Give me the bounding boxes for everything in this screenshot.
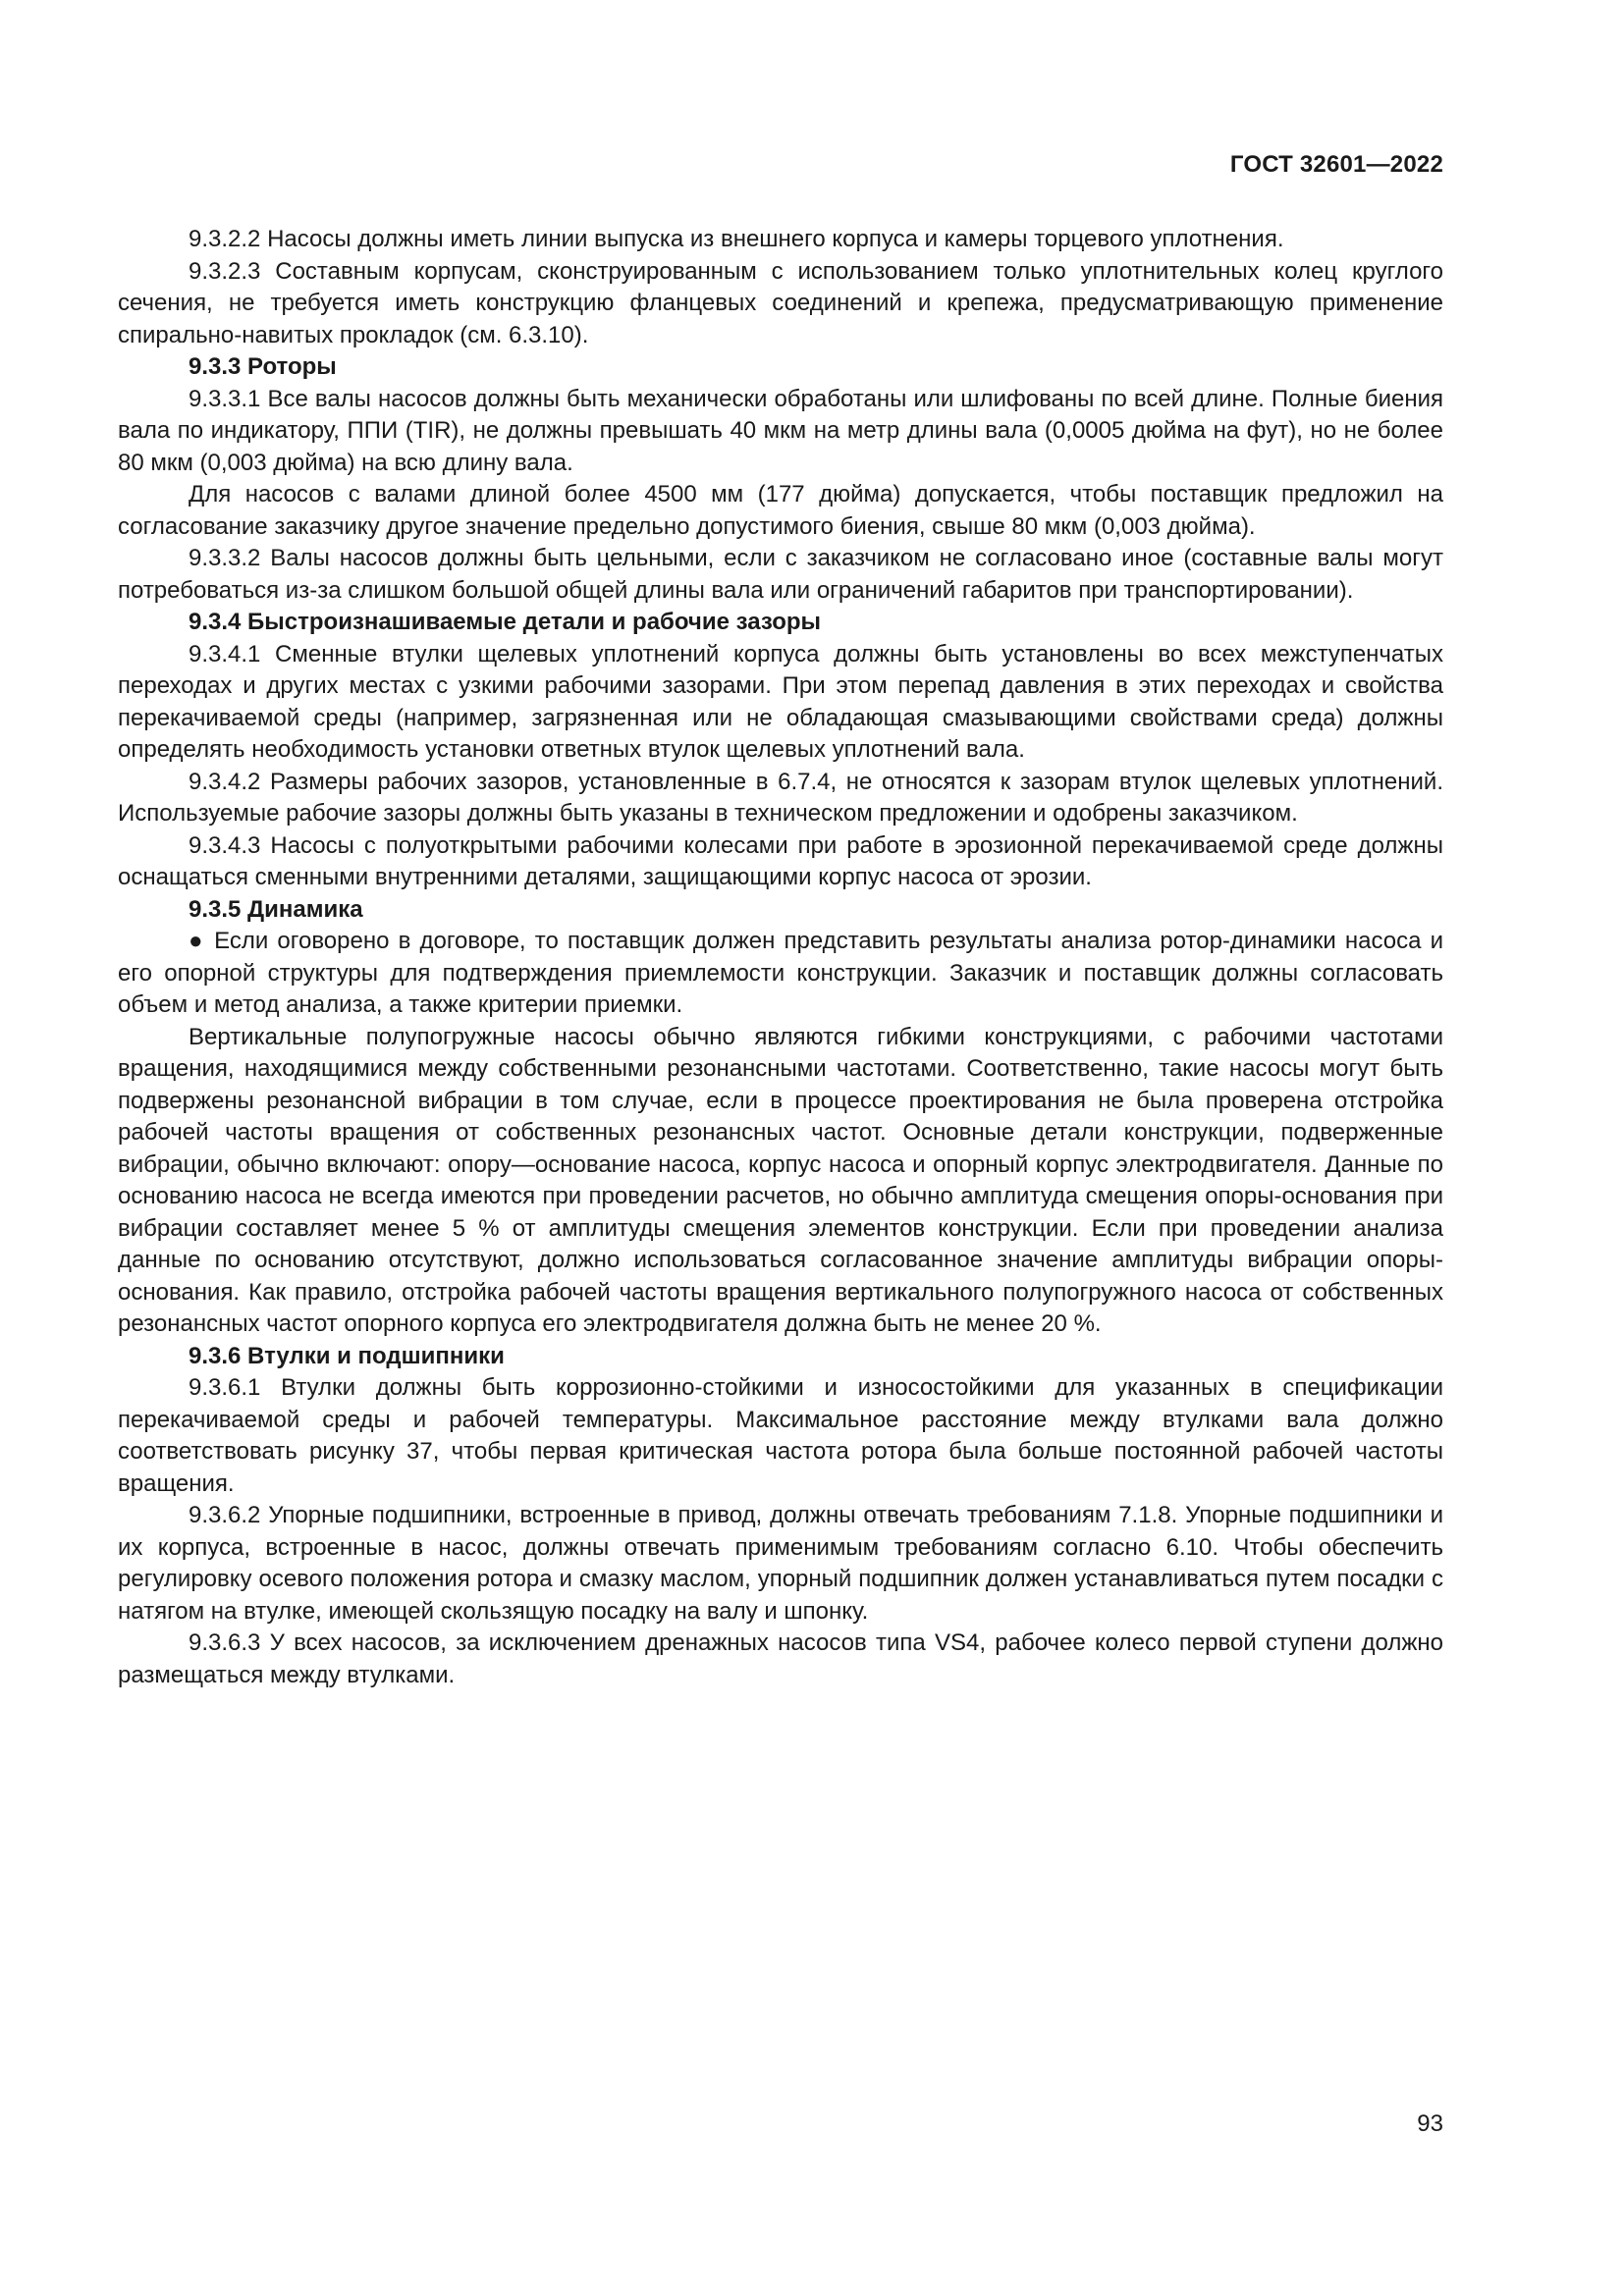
paragraph-9-3-2-3: 9.3.2.3 Составным корпусам, сконструированным с использованием только уплотнительных колец круглого сечения, не требуется иметь конструкцию фланцевых соединений и крепежа, предусматривающую применение спирально-навитых прокладок (см. 6.3.10). — [118, 257, 1443, 348]
section-heading-rotors: 9.3.3 Роторы — [189, 353, 337, 380]
paragraph-9-3-2-2: 9.3.2.2 Насосы должны иметь линии выпуска из внешнего корпуса и камеры торцевого уплотнения. — [189, 226, 1284, 252]
section-heading-wear-parts: 9.3.4 Быстроизнашиваемые детали и рабочие зазоры — [189, 609, 822, 635]
paragraph-vertical-pumps: Вертикальные полупогружные насосы обычно являются гибкими конструкциями, с рабочими частотами вращения, находящимися между собственными резонансными частотами. Соответственно, такие насосы могут быть подвержены резонансной вибрации в том случае, если в процессе проектирования не была проверена отстройка рабочей частоты вращения от собственных резонансных частот. Основные детали конструкции, подверженные вибрации, обычно включают: опору—основание насоса, корпус насоса и опорный корпус электродвигателя. Данные по основанию насоса не всегда имеются при проведении расчетов, но обычно амплитуда смещения опоры-основания при вибрации составляет менее 5 % от амплитуды смещения элементов конструкции. Если при проведении анализа данные по основанию отсутствуют, должно использоваться согласованное значение амплитуды вибрации опоры-основания. Как правило, отстройка рабочей частоты вращения вертикального полупогружного насоса от собственных резонансных частот опорного корпуса его электродвигателя должна быть не менее 20 %. — [118, 1023, 1443, 1337]
paragraph-9-3-4-1: 9.3.4.1 Сменные втулки щелевых уплотнений корпуса должны быть установлены во всех межступенчатых переходах и других местах с узкими рабочими зазорами. При этом перепад давления в этих переходах и свойства перекачиваемой среды (например, загрязненная или не обладающая смазывающими свойствами среда) должны определять необходимость установки ответных втулок щелевых уплотнений вала. — [118, 640, 1443, 763]
document-body — [118, 224, 1443, 1691]
paragraph-9-3-6-2: 9.3.6.2 Упорные подшипники, встроенные в привод, должны отвечать требованиям 7.1.8. Упорные подшипники и их корпуса, встроенные в насос, должны отвечать применимым требованиям согласно 6.10. Чтобы обеспечить регулировку осевого положения ротора и смазку маслом, упорный подшипник должен устанавливаться путем посадки с натягом на втулке, имеющей скользящую посадку на валу и шпонку. — [118, 1502, 1443, 1625]
section-heading-bushings: 9.3.6 Втулки и подшипники — [189, 1342, 505, 1369]
paragraph-9-3-6-1: 9.3.6.1 Втулки должны быть коррозионно-стойкими и износостойкими для указанных в спецификации перекачиваемой среды и рабочей температуры. Максимальное расстояние между втулками вала должно соответствовать рисунку 37, чтобы первая критическая частота ротора была больше постоянной рабочей частоты вращения. — [118, 1374, 1443, 1497]
paragraph-dynamics-bullet: ● Если оговорено в договоре, то поставщик должен представить результаты анализа ротор-динамики насоса и его опорной структуры для подтверждения приемлемости конструкции. Заказчик и поставщик должны согласовать объем и метод анализа, а также критерии приемки. — [118, 928, 1443, 1018]
paragraph-9-3-3-2: 9.3.3.2 Валы насосов должны быть цельными, если с заказчиком не согласовано иное (составные валы могут потребоваться из-за слишком большой общей длины вала или ограничений габаритов при транспортировании). — [118, 545, 1443, 604]
section-heading-dynamics: 9.3.5 Динамика — [189, 895, 363, 923]
paragraph-9-3-4-3: 9.3.4.3 Насосы с полуоткрытыми рабочими колесами при работе в эрозионной перекачиваемой среде должны оснащаться сменными внутренними деталями, защищающими корпус насоса от эрозии. — [118, 831, 1443, 890]
page-number: 93 — [1417, 2110, 1443, 2137]
paragraph-9-3-3-1: 9.3.3.1 Все валы насосов должны быть механически обработаны или шлифованы по всей длине. Полные биения вала по индикатору, ППИ (TIR), не должны превышать 40 мкм на метр длины вала (0,0005 дюйма на фут), но не более 80 мкм (0,003 дюйма) на всю длину вала. — [118, 385, 1443, 476]
standard-header: ГОСТ 32601—2022 — [1229, 151, 1443, 178]
paragraph-9-3-4-2: 9.3.4.2 Размеры рабочих зазоров, установленные в 6.7.4, не относятся к зазорам втулок щелевых уплотнений. Используемые рабочие зазоры должны быть указаны в техническом предложении и одобрены заказчиком. — [118, 768, 1443, 827]
paragraph-9-3-6-3: 9.3.6.3 У всех насосов, за исключением дренажных насосов типа VS4, рабочее колесо первой ступени должно размещаться между втулками. — [118, 1629, 1443, 1688]
paragraph-long-shafts: Для насосов с валами длиной более 4500 мм (177 дюйма) допускается, чтобы поставщик предложил на согласование заказчику другое значение предельно допустимого биения, свыше 80 мкм (0,003 дюйма). — [118, 481, 1443, 540]
